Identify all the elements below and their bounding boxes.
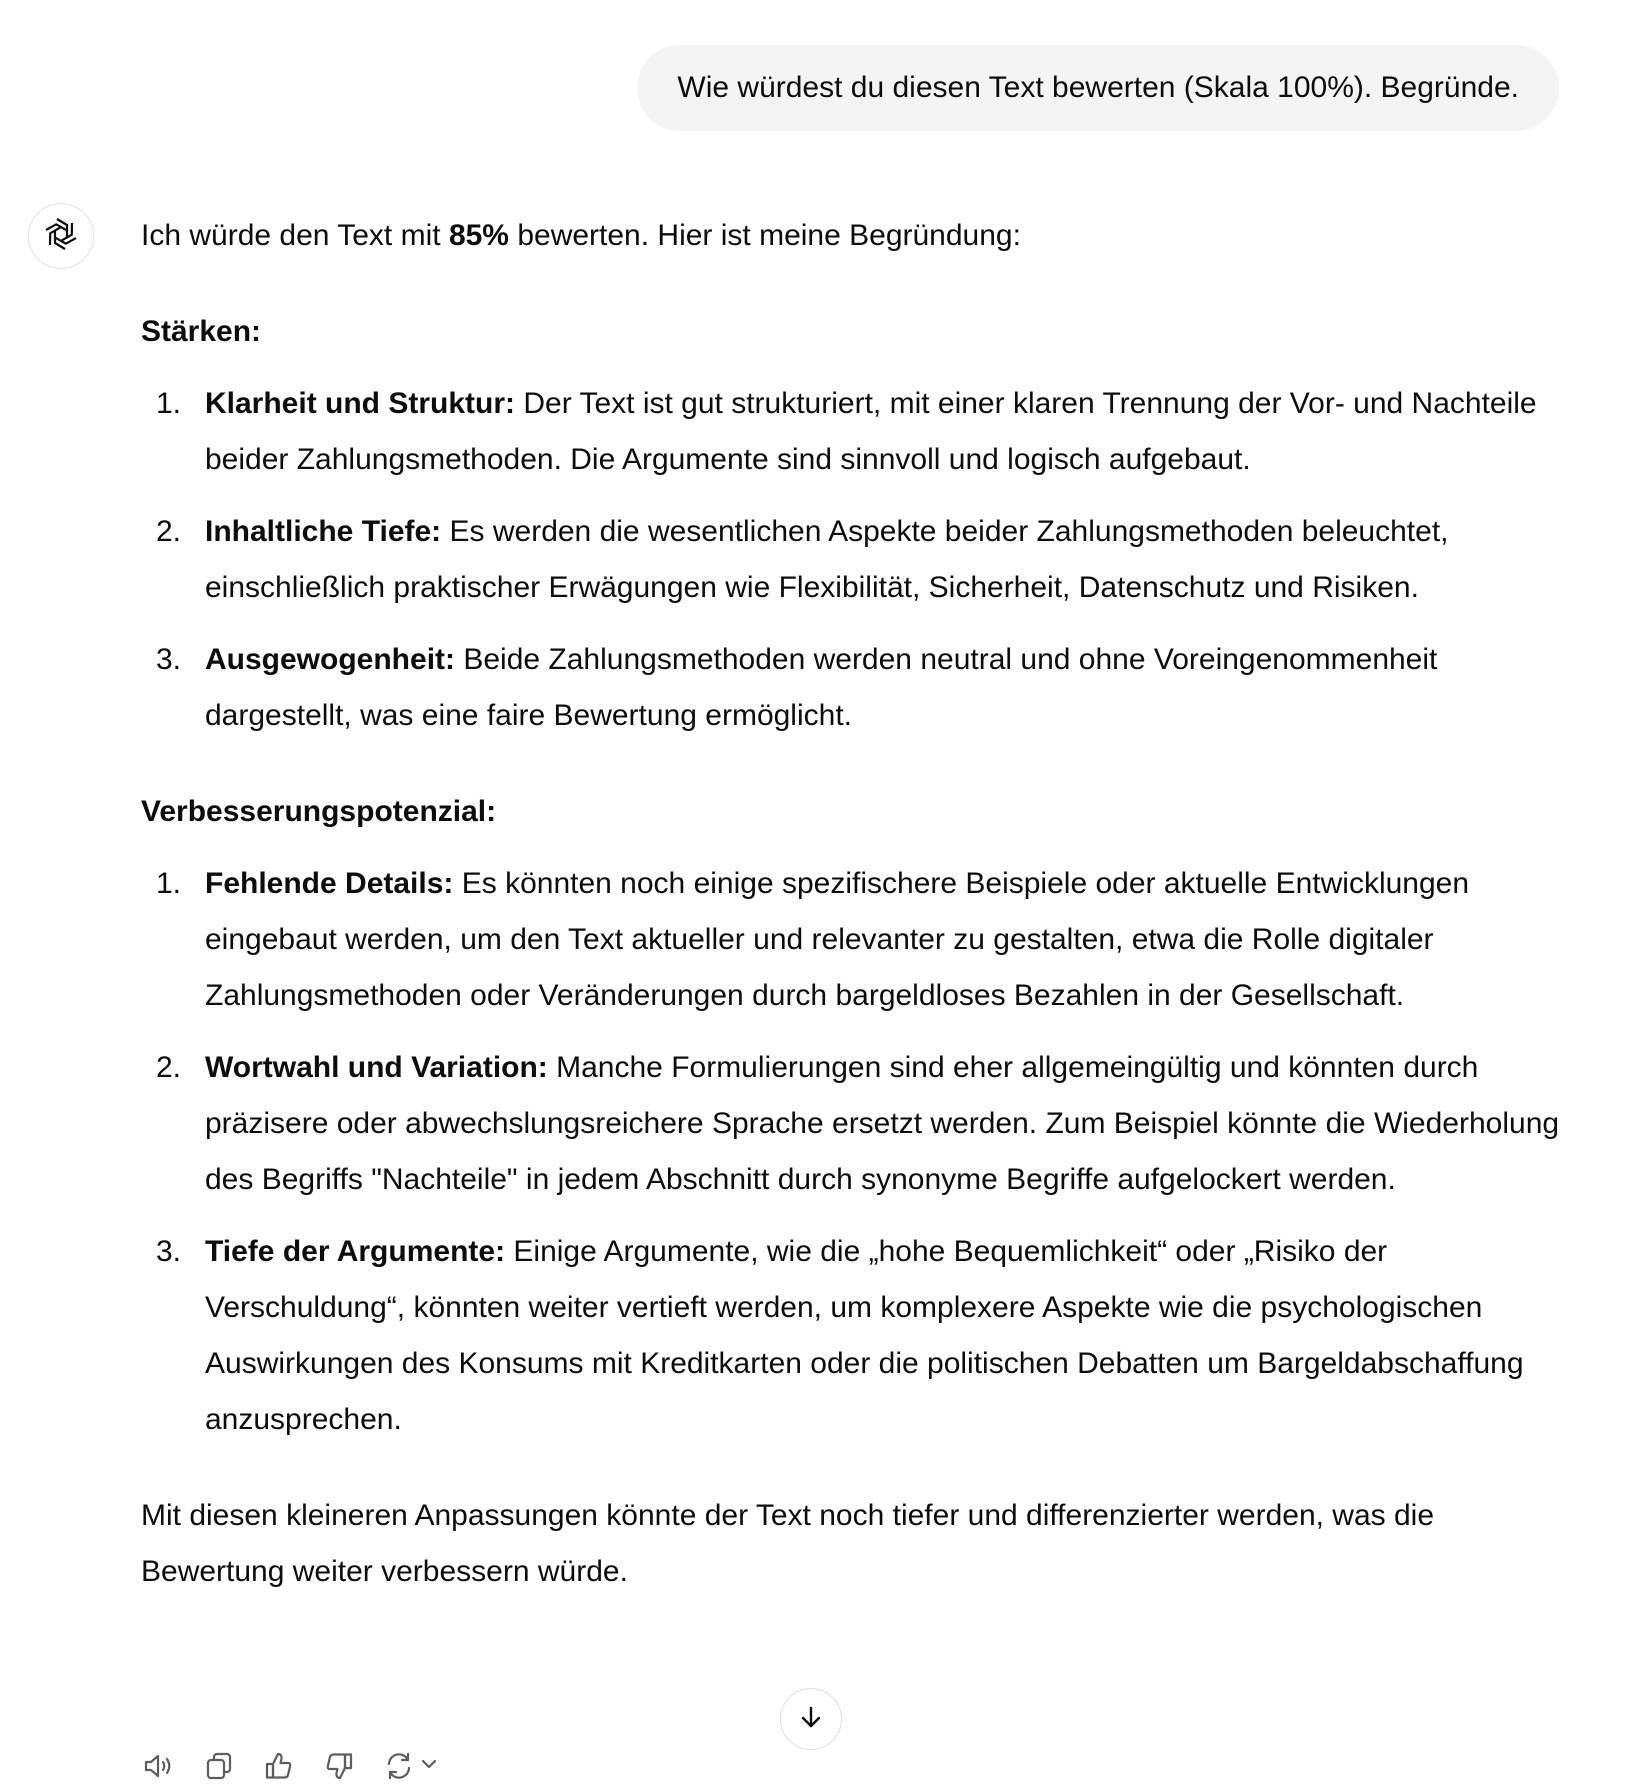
list-item: 3. Tiefe der Argumente: Einige Argumente, wie die „hohe Bequemlichkeit“ oder „Risiko der Verschuldung“, könnten weiter vertieft werden, um komplexere Aspekte wie die psychologischen Auswirkungen des Konsums mit Kreditkarten oder die politischen Debatten um Bargeldabschaffung anzusprechen. <box>156 1235 1524 1436</box>
message-actions <box>141 1744 439 1788</box>
regenerate-icon <box>381 1748 417 1784</box>
strengths-heading: Stärken: <box>141 315 262 348</box>
thumbs-down-button[interactable] <box>321 1748 357 1784</box>
regenerate-button[interactable] <box>381 1748 439 1784</box>
user-message-bubble <box>637 45 1559 131</box>
thumbs-up-button[interactable] <box>261 1748 297 1784</box>
speaker-icon <box>142 1751 176 1781</box>
thumbs-up-icon <box>263 1750 295 1782</box>
assistant-intro: Ich würde den Text mit 85% bewerten. Hier ist meine Begründung: <box>141 219 1021 252</box>
improvements-list <box>141 856 1571 1448</box>
improvements-heading: Verbesserungspotenzial: <box>141 795 497 828</box>
score-value: 85% <box>448 219 509 252</box>
chevron-down-icon <box>419 1754 439 1779</box>
assistant-conclusion: Mit diesen kleineren Anpassungen könnte der Text noch tiefer und differenzierter werden, was die Bewertung weiter verbessern würde. <box>141 1499 1435 1588</box>
copy-button[interactable] <box>201 1748 237 1784</box>
user-message-text: Wie würdest du diesen Text bewerten (Skala 100%). Begründe. <box>677 71 1519 104</box>
openai-logo-icon <box>41 214 81 259</box>
read-aloud-button[interactable] <box>141 1748 177 1784</box>
list-item: 1. Klarheit und Struktur: Der Text ist gut strukturiert, mit einer klaren Trennung der Vor- und Nachteile beider Zahlungsmethoden. Die Argumente sind sinnvoll und logisch aufgebaut. <box>156 387 1537 476</box>
thumbs-down-icon <box>323 1750 355 1782</box>
list-item: 2. Wortwahl und Variation: Manche Formulierungen sind eher allgemeingültig und könnten durch präzisere oder abwechslungsreichere Sprache ersetzt werden. Zum Beispiel könnte die Wiederholung des Begriffs "Nachteile" in jedem Abschnitt durch synonyme Begriffe aufgelockert werden. <box>156 1051 1560 1196</box>
assistant-avatar <box>28 203 94 269</box>
copy-icon <box>203 1750 235 1782</box>
strengths-list <box>141 376 1571 744</box>
list-item: 1. Fehlende Details: Es könnten noch einige spezifischere Beispiele oder aktuelle Entwicklungen eingebaut werden, um den Text aktueller und relevanter zu gestalten, etwa die Rolle digitaler Zahlungsmethoden oder Veränderungen durch bargeldloses Bezahlen in der Gesellschaft. <box>156 867 1470 1012</box>
scroll-to-bottom-button[interactable] <box>780 1688 842 1750</box>
list-item: 3. Ausgewogenheit: Beide Zahlungsmethoden werden neutral und ohne Voreingenommenheit dargestellt, was eine faire Bewertung ermöglicht. <box>156 643 1438 732</box>
list-item: 2. Inhaltliche Tiefe: Es werden die wesentlichen Aspekte beider Zahlungsmethoden beleuchtet, einschließlich praktischer Erwägungen wie Flexibilität, Sicherheit, Datenschutz und Risiken. <box>156 515 1449 604</box>
arrow-down-icon <box>797 1703 825 1736</box>
assistant-message <box>141 208 1571 1600</box>
